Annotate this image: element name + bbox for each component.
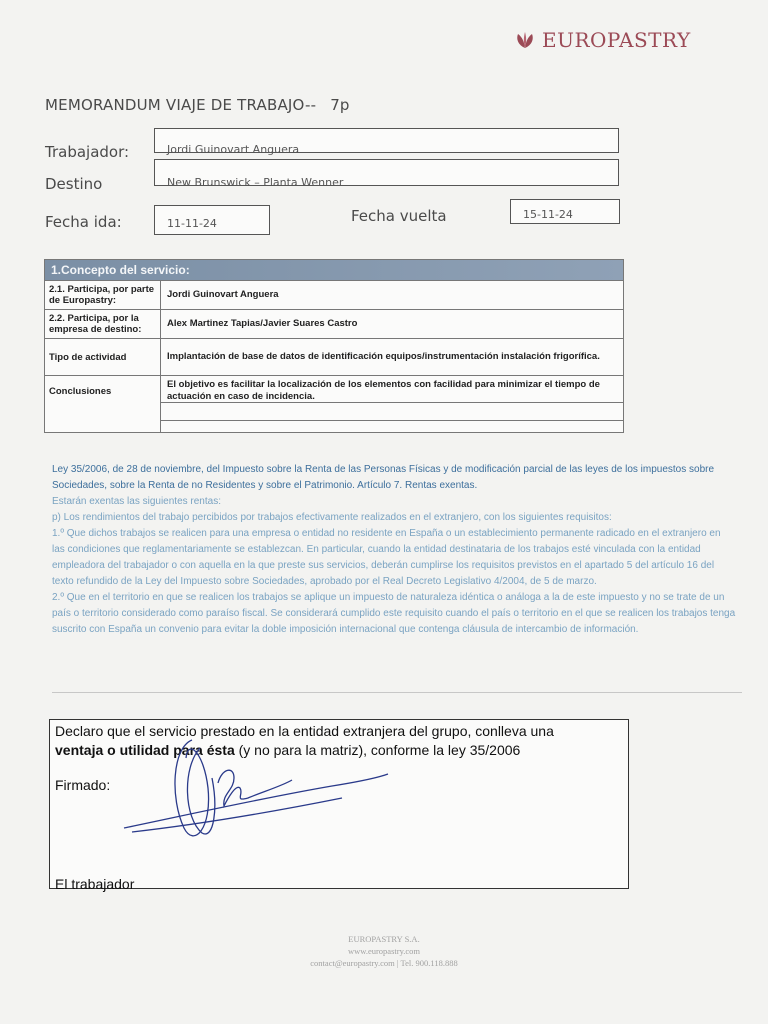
departure-value: 11-11-24 — [167, 217, 217, 230]
law-line: Estarán exentas las siguientes rentas: — [52, 496, 221, 507]
law-line: 1.º Que dichos trabajos se realicen para una empresa o entidad no residente en España o un establecimiento permanente radicado en el extranjero en las condiciones que reglamentariamente se establezcan. En particular, cuando la entidad destinataria de los trabajos esté vinculada con la entidad empleadora del trabajador o con aquella en la que preste sus servicios, deberán cumplirse los requisitos previstos en el apartado 5 del artículo 16 del texto refundido de la Ley del Impuesto sobre Sociedades, aprobado por el Real Decreto Legislativo 4/2004, de 5 de marzo. — [52, 528, 721, 587]
row-label: Tipo de actividad — [45, 339, 161, 375]
company-logo — [514, 28, 691, 52]
return-field[interactable] — [510, 199, 620, 224]
blank-line[interactable] — [161, 421, 623, 432]
row-label: 2.2. Participa, por la empresa de destino: — [45, 310, 161, 338]
return-value: 15-11-24 — [523, 208, 573, 221]
departure-field[interactable] — [154, 205, 270, 235]
table-row — [45, 281, 623, 310]
row-value[interactable]: Alex Martinez Tapias/Javier Suares Castro — [167, 318, 358, 329]
signature-mark — [122, 728, 392, 858]
worker-label: Trabajador: — [45, 143, 130, 161]
table-row — [45, 310, 623, 339]
service-table-header: 1.Concepto del servicio: — [45, 260, 623, 281]
worker-value: Jordi Guinovart Anguera — [167, 143, 300, 156]
law-excerpt — [52, 462, 736, 638]
page-count: 7p — [330, 96, 350, 114]
footer-contact: contact@europastry.com | Tel. 900.118.888 — [310, 958, 458, 968]
blank-line[interactable] — [161, 403, 623, 421]
law-heading: Ley 35/2006, de 28 de noviembre, del Impuesto sobre la Renta de las Personas Físicas y de modificación parcial de las leyes de los impuestos sobre Sociedades, sobre la Renta de no Residentes y sobre el Patrimonio. Artículo 7. Rentas exentas. — [52, 464, 715, 491]
declaration-text-bold: ventaja o utilidad para ésta — [55, 742, 235, 758]
logo-text: EUROPASTRY — [542, 28, 691, 52]
footer-website: www.europastry.com — [347, 946, 421, 956]
divider — [52, 692, 742, 693]
memo-title — [45, 96, 350, 114]
declaration-box — [49, 719, 629, 892]
destination-value: New Brunswick – Planta Wenner — [167, 176, 344, 189]
law-line: p) Los rendimientos del trabajo percibidos por trabajos efectivamente realizados en el extranjero, con los siguientes requisitos: — [52, 512, 612, 523]
destination-label: Destino — [45, 175, 103, 193]
row-value[interactable]: Jordi Guinovart Anguera — [167, 289, 279, 300]
destination-field[interactable] — [154, 159, 619, 189]
signed-label: Firmado: — [55, 777, 111, 793]
footer-company: EUROPASTRY S.A. — [348, 934, 420, 944]
row-label: 2.1. Participa, por parte de Europastry: — [45, 281, 161, 309]
footer — [0, 933, 768, 969]
row-value[interactable]: Implantación de base de datos de identificación equipos/instrumentación instalación frigorífica. — [167, 351, 600, 362]
declaration-text-before: Declaro que el servicio prestado en la entidad extranjera del grupo, conlleva una — [55, 723, 554, 739]
worker-field[interactable] — [154, 128, 619, 156]
row-value[interactable]: El objetivo es facilitar la localización de los elementos con facilidad para minimizar el tiempo de actuación en caso de incidencia. — [161, 376, 623, 403]
table-row — [45, 376, 623, 432]
table-row — [45, 339, 623, 376]
memo-title-text: MEMORANDUM VIAJE DE TRABAJO-- — [45, 96, 317, 114]
declaration-text-after: (y no para la matriz), conforme la ley 35/2006 — [234, 742, 521, 758]
return-label: Fecha vuelta — [351, 207, 447, 225]
row-label: Conclusiones — [45, 376, 161, 432]
law-line: 2.º Que en el territorio en que se realicen los trabajos se aplique un impuesto de naturaleza idéntica o análoga a la de este impuesto y no se trate de un país o territorio considerado como paraíso fiscal. Se considerará cumplido este requisito cuando el país o territorio en el que se realicen los trabajos tenga suscrito con España un convenio para evitar la doble imposición internacional que contenga cláusula de intercambio de información. — [52, 592, 736, 635]
worker-signature-label: El trabajador — [55, 876, 135, 892]
conclusions-cell — [161, 376, 623, 432]
service-table — [44, 259, 624, 433]
leaf-logo-icon — [514, 31, 536, 49]
departure-label: Fecha ida: — [45, 213, 122, 231]
